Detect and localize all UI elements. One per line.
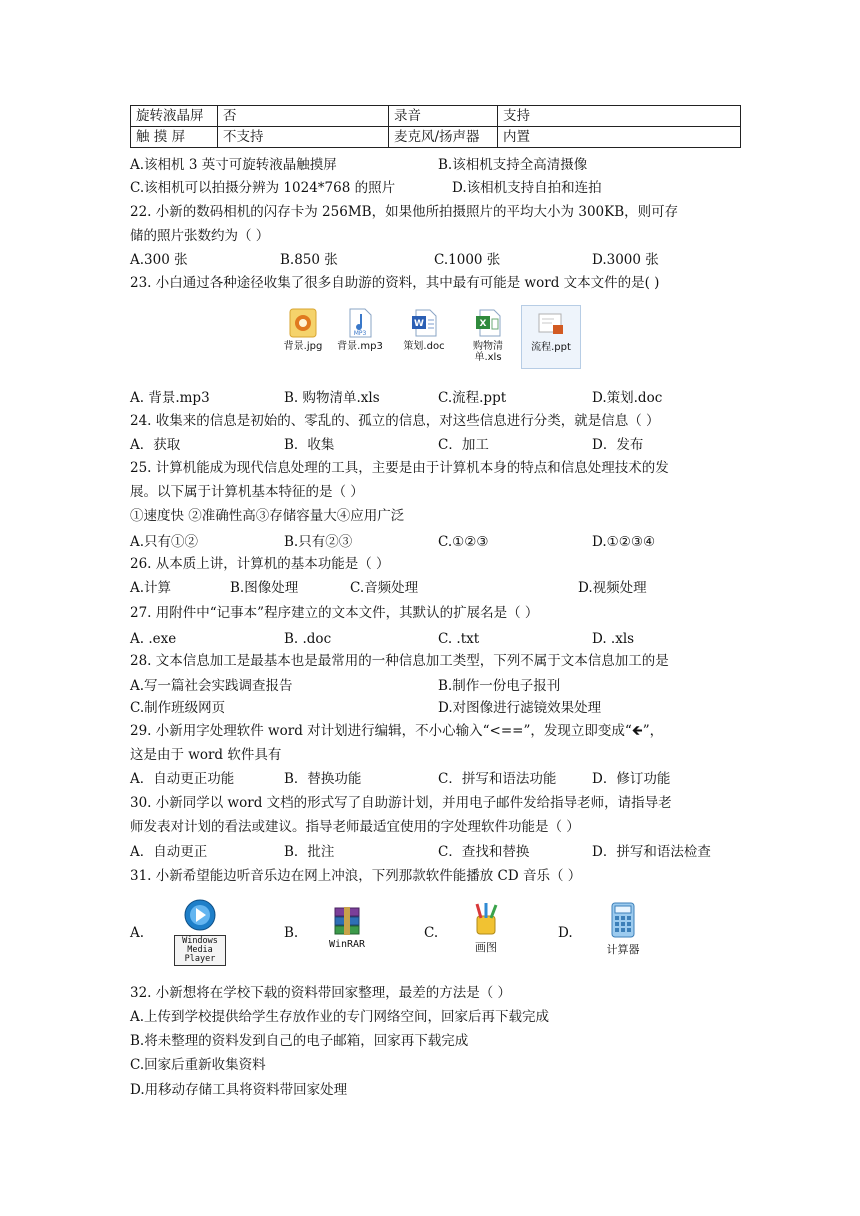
option-d: D．拼写和语法检查 [592, 844, 711, 860]
program-calculator [598, 902, 648, 974]
file-icon-mp3 [332, 305, 388, 367]
paint-brushes-icon [471, 902, 501, 936]
q30-stem-cont: 师发表对计划的看法或建议。指导老师最适宜使用的字处理软件功能是（ ） [130, 819, 580, 835]
option-c: C.该相机可以拍摄分辨为 1024*768 的照片 [130, 180, 396, 196]
option-b: B．批注 [284, 844, 335, 860]
file-icon-jpg [275, 305, 331, 367]
spec-table [130, 105, 741, 148]
table-row [131, 106, 741, 127]
table-cell: 支持 [498, 106, 741, 127]
option-d: D.对图像进行滤镜效果处理 [438, 700, 602, 716]
program-label: Windows Media Player [174, 935, 226, 966]
mp3-file-icon [345, 308, 375, 338]
option-b: B.该相机支持全高清摄像 [438, 157, 588, 173]
program-wmp [174, 898, 226, 970]
table-cell: 录音 [389, 106, 498, 127]
option-b: B．收集 [284, 437, 335, 453]
ppt-file-icon [536, 309, 566, 339]
program-winrar [322, 906, 372, 978]
option-a: A.只有①② [130, 534, 199, 550]
q29-stem-cont: 这是由于 word 软件具有 [130, 747, 282, 763]
xls-file-icon [473, 308, 503, 338]
calculator-icon [609, 902, 637, 938]
q32-option-c: C.回家后重新收集资料 [130, 1057, 266, 1073]
q27-stem: 27. 用附件中“记事本”程序建立的文本文件，其默认的扩展名是（ ） [130, 605, 539, 621]
table-cell: 麦克风/扬声器 [389, 127, 498, 148]
option-a: A. 背景.mp3 [130, 390, 210, 406]
program-label: 画图 [475, 941, 497, 954]
option-c: C.①②③ [438, 534, 489, 550]
doc-file-icon [409, 308, 439, 338]
option-b: B.只有②③ [284, 534, 353, 550]
option-c: C.音频处理 [350, 580, 419, 596]
q30-stem: 30. 小新同学以 word 文档的形式写了自助游计划，并用电子邮件发给指导老师，请指导老 [130, 795, 672, 811]
q32-option-d: D.用移动存储工具将资料带回家处理 [130, 1082, 348, 1098]
file-icon-doc [396, 305, 452, 367]
option-b: B．替换功能 [284, 771, 362, 787]
file-icon-xls [460, 305, 516, 367]
table-cell: 否 [218, 106, 389, 127]
option-a: A. .exe [130, 631, 177, 647]
option-b: B.制作一份电子报刊 [438, 678, 561, 694]
option-b: B.850 张 [280, 252, 338, 268]
option-d: D.①②③④ [592, 534, 656, 550]
option-d: D.视频处理 [578, 580, 647, 596]
svg-text:X: X [479, 319, 487, 329]
option-c: C.制作班级网页 [130, 700, 226, 716]
option-d: D．修订功能 [592, 771, 671, 787]
file-label: 流程.ppt [531, 342, 571, 353]
q22-stem-cont: 储的照片张数约为（ ） [130, 228, 270, 244]
option-a: A.计算 [130, 580, 172, 596]
option-b: B. .doc [284, 631, 332, 647]
q28-stem: 28. 文本信息加工是最基本也是最常用的一种信息加工类型，下列不属于文本信息加工的是 [130, 653, 669, 669]
option-c: C．拼写和语法功能 [438, 771, 557, 787]
option-b-letter: B. [284, 925, 299, 941]
program-label: WinRAR [328, 939, 366, 950]
option-d: D. .xls [592, 631, 635, 647]
file-icon-ppt [521, 305, 581, 369]
q31-stem: 31. 小新希望能边听音乐边在网上冲浪，下列那款软件能播放 CD 音乐（ ） [130, 868, 582, 884]
option-d: D.3000 张 [592, 252, 659, 268]
q32-option-b: B.将未整理的资料发到自己的电子邮箱，回家再下载完成 [130, 1033, 469, 1049]
q32-option-a: A.上传到学校提供给学生存放作业的专门网络空间，回家后再下载完成 [130, 1009, 550, 1025]
option-d: D．发布 [592, 437, 644, 453]
q25-statements: ①速度快 ②准确性高③存储容量大④应用广泛 [130, 508, 405, 524]
option-b: B.图像处理 [230, 580, 299, 596]
table-cell: 内置 [498, 127, 741, 148]
option-a: A．自动更正 [130, 844, 208, 860]
q32-stem: 32. 小新想将在学校下载的资料带回家整理，最差的方法是（ ） [130, 985, 512, 1001]
option-c: C.1000 张 [434, 252, 501, 268]
q24-stem: 24. 收集来的信息是初始的、零乱的、孤立的信息，对这些信息进行分类，就是信息（ ） [130, 413, 660, 429]
file-label: 购物清单.xls [473, 341, 503, 363]
option-a: A．自动更正功能 [130, 771, 235, 787]
option-a-letter: A. [130, 925, 145, 941]
jpg-file-icon [288, 308, 318, 338]
q25-stem-cont: 展。以下属于计算机基本特征的是（ ） [130, 484, 364, 500]
program-label: 计算器 [606, 943, 640, 956]
option-a: A.300 张 [130, 252, 188, 268]
option-d: D.该相机支持自拍和连拍 [452, 180, 602, 196]
table-row [131, 127, 741, 148]
option-d-letter: D. [558, 925, 573, 941]
table-cell: 触 摸 屏 [131, 127, 218, 148]
windows-media-player-icon [180, 898, 220, 932]
file-label: 背景.mp3 [337, 341, 383, 352]
q26-stem: 26. 从本质上讲，计算机的基本功能是（ ） [130, 556, 390, 572]
winrar-archive-icon [330, 906, 364, 936]
option-c-letter: C. [424, 925, 439, 941]
option-b: B. 购物清单.xls [284, 390, 380, 406]
q29-stem: 29. 小新用字处理软件 word 对计划进行编辑，不小心输入“<==”，发现立即变成“🡸”， [130, 723, 664, 739]
svg-text:W: W [414, 319, 424, 329]
option-c: C．加工 [438, 437, 489, 453]
file-label: 背景.jpg [283, 341, 323, 352]
file-label: 策划.doc [403, 341, 445, 352]
table-cell: 不支持 [218, 127, 389, 148]
program-paint [464, 902, 508, 974]
option-a: A．获取 [130, 437, 181, 453]
option-c: C．查找和替换 [438, 844, 530, 860]
q25-stem: 25. 计算机能成为现代信息处理的工具，主要是由于计算机本身的特点和信息处理技术的发 [130, 460, 669, 476]
option-c: C.流程.ppt [438, 390, 507, 406]
option-d: D.策划.doc [592, 390, 663, 406]
svg-text:MP3: MP3 [353, 330, 367, 337]
option-a: A.该相机 3 英寸可旋转液晶触摸屏 [130, 157, 337, 173]
option-a: A.写一篇社会实践调查报告 [130, 678, 293, 694]
q22-stem: 22. 小新的数码相机的闪存卡为 256MB，如果他所拍摄照片的平均大小为 300KB，则可存 [130, 204, 679, 220]
option-c: C. .txt [438, 631, 480, 647]
q23-stem: 23. 小白通过各种途径收集了很多自助游的资料，其中最有可能是 word 文本文件的是( ) [130, 275, 660, 291]
table-cell: 旋转液晶屏 [131, 106, 218, 127]
